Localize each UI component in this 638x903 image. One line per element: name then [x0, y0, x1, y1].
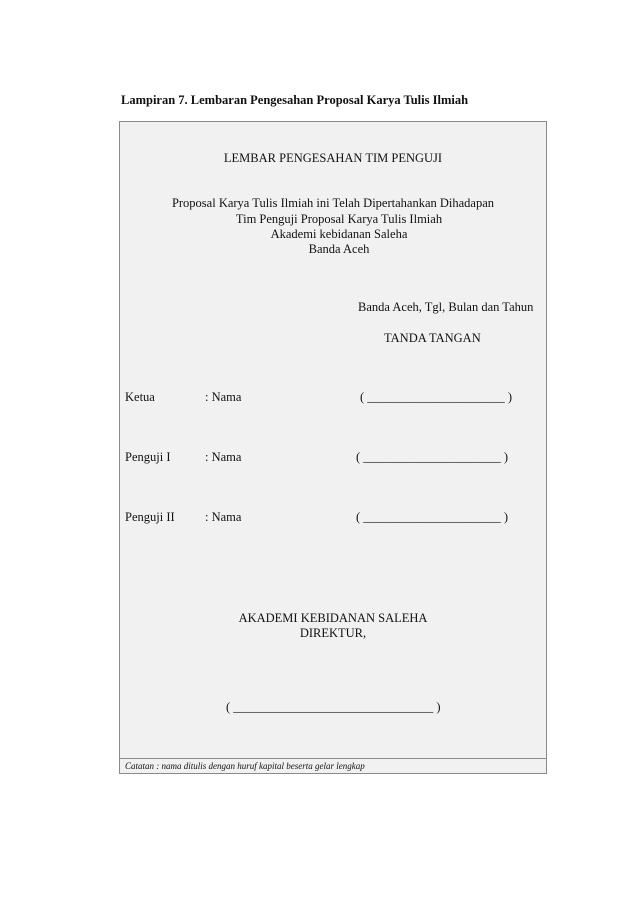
- director-signature-line: ( ________________________________ ): [226, 700, 441, 714]
- institution-name: AKADEMI KEBIDANAN SALEHA: [238, 611, 428, 625]
- intro-line-2: Tim Penguji Proposal Karya Tulis Ilmiah: [235, 212, 443, 226]
- intro-line-4: Banda Aceh: [308, 242, 370, 256]
- signature-label: TANDA TANGAN: [384, 331, 481, 345]
- examiner-name: : Nama: [205, 390, 242, 404]
- examiner-signature-line: ( ______________________ ): [356, 510, 509, 524]
- examiner-name: : Nama: [205, 450, 242, 464]
- examiner-role: Penguji I: [125, 450, 171, 464]
- director-title: DIREKTUR,: [299, 626, 367, 640]
- appendix-heading: Lampiran 7. Lembaran Pengesahan Proposal Karya Tulis Ilmiah: [121, 93, 469, 107]
- examiner-signature-line: ( ______________________ ): [360, 390, 513, 404]
- form-title: LEMBAR PENGESAHAN TIM PENGUJI: [223, 151, 443, 165]
- examiner-role: Penguji II: [125, 510, 175, 524]
- examiner-role: Ketua: [125, 390, 155, 404]
- place-date: Banda Aceh, Tgl, Bulan dan Tahun: [358, 300, 534, 314]
- intro-line-1: Proposal Karya Tulis Ilmiah ini Telah Dipertahankan Dihadapan: [171, 196, 495, 210]
- intro-line-3: Akademi kebidanan Saleha: [270, 227, 408, 241]
- examiner-signature-line: ( ______________________ ): [356, 450, 509, 464]
- note: Catatan : nama ditulis dengan huruf kapital beserta gelar lengkap: [119, 758, 547, 774]
- examiner-name: : Nama: [205, 510, 242, 524]
